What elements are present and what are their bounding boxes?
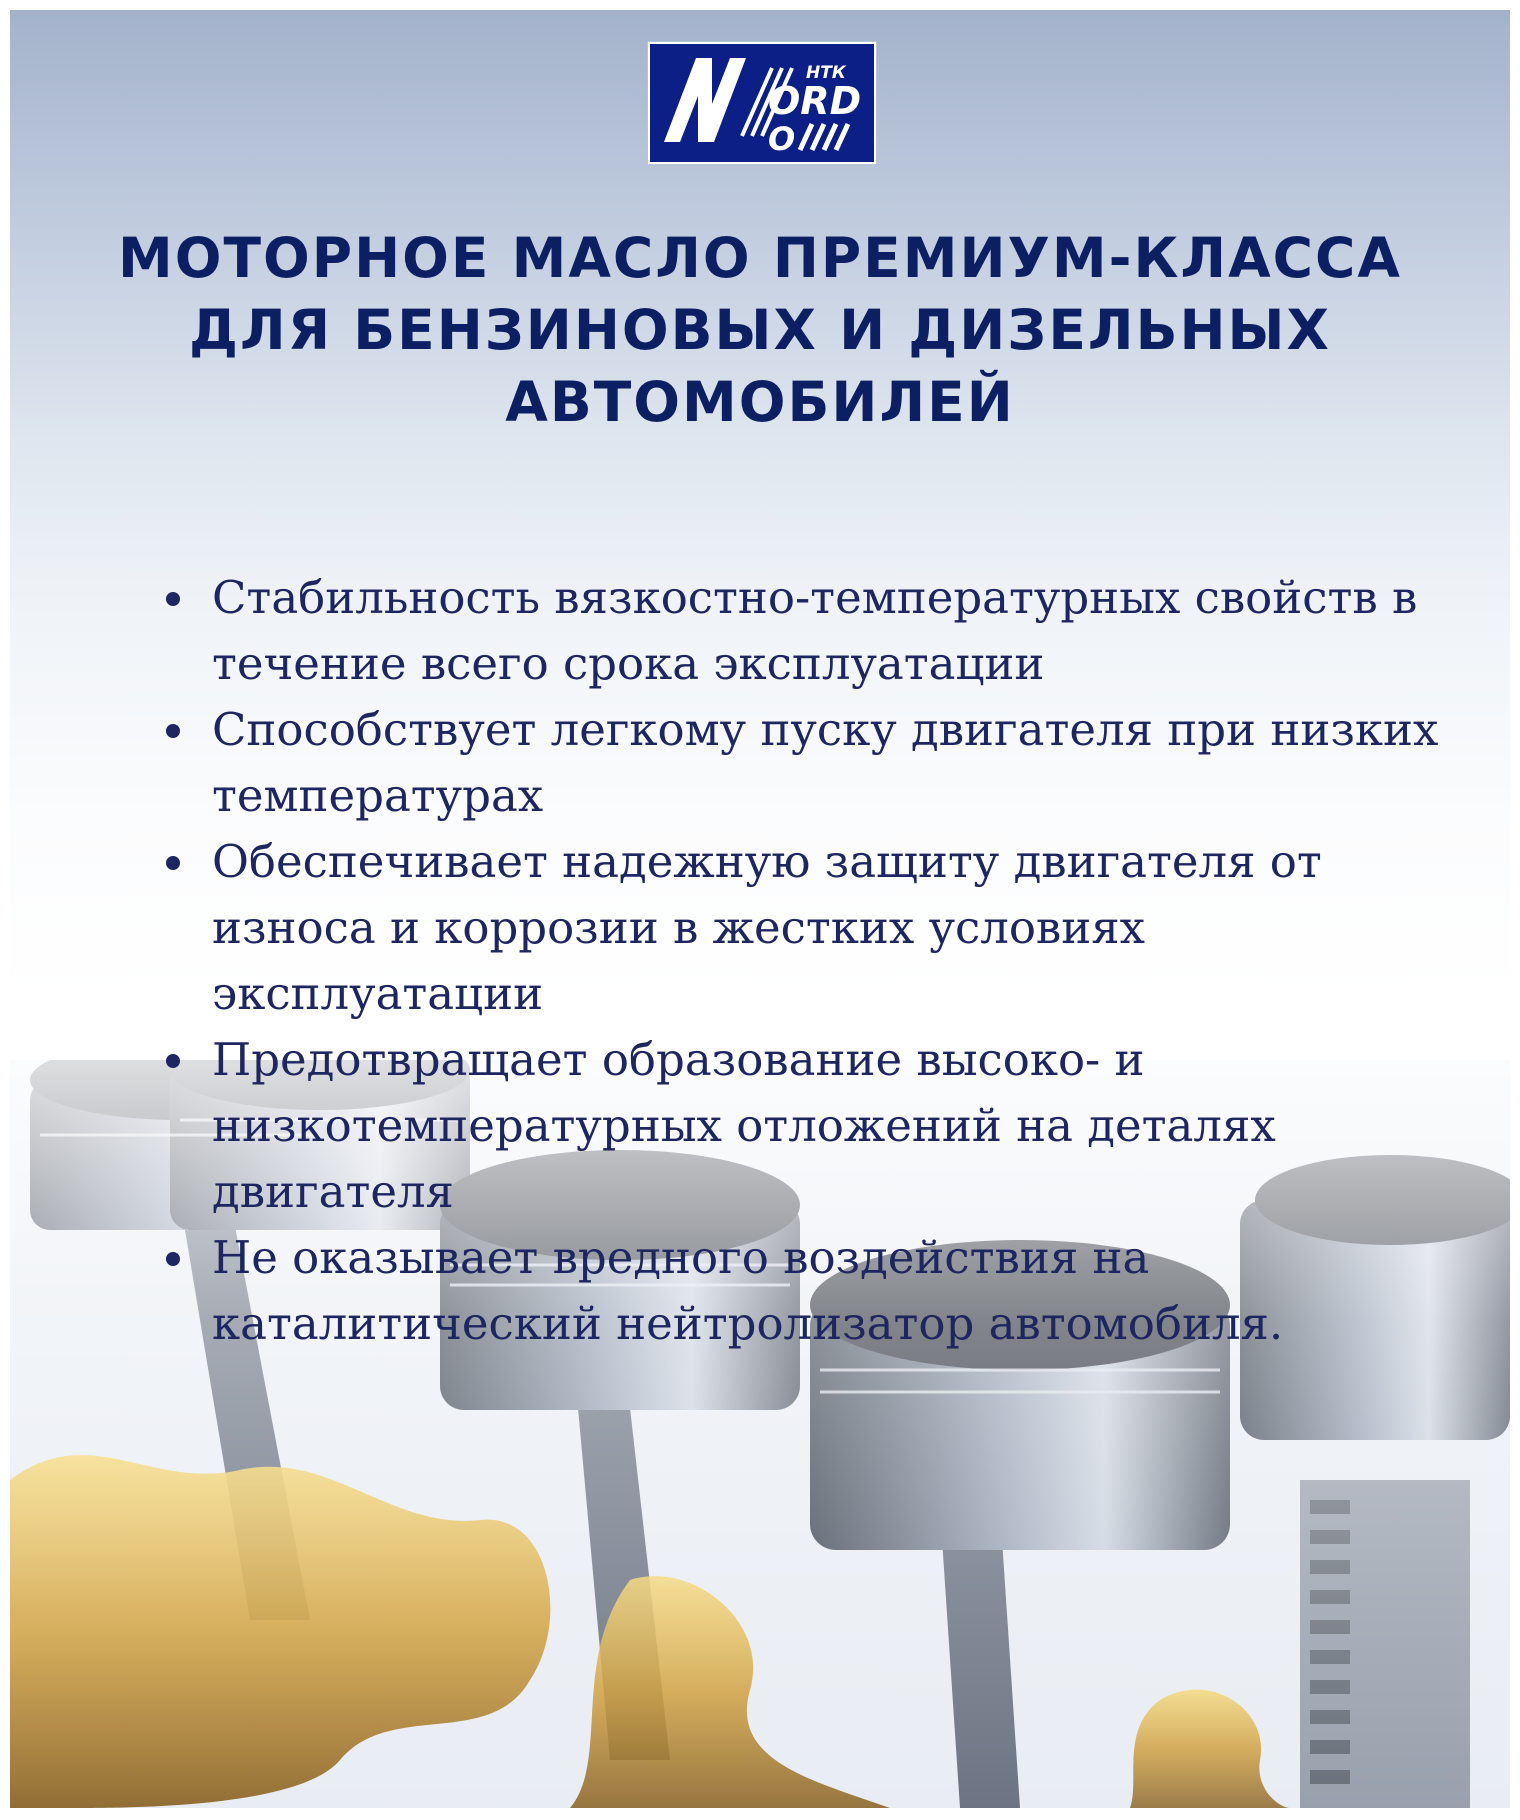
feature-item bbox=[160, 697, 1490, 829]
product-card bbox=[10, 10, 1510, 1808]
title-line-3: АВТОМОБИЛЕЙ bbox=[505, 369, 1015, 434]
title-line-1: МОТОРНОЕ МАСЛО ПРЕМИУМ-КЛАССА bbox=[118, 225, 1402, 290]
feature-item bbox=[160, 829, 1490, 1027]
feature-text: Предотвращает образование высоко- и низкотемпературных отложений на деталях двигателя bbox=[212, 1033, 1276, 1218]
features-list bbox=[160, 565, 1490, 1357]
feature-text: Не оказывает вредного воздействия на каталитический нейтролизатор автомобиля. bbox=[212, 1231, 1284, 1350]
bullet-icon bbox=[166, 856, 180, 870]
bullet-icon bbox=[166, 1252, 180, 1266]
feature-text: Способствует легкому пуску двигателя при низких температурах bbox=[212, 703, 1439, 822]
feature-item bbox=[160, 1225, 1490, 1357]
bullet-icon bbox=[166, 1054, 180, 1068]
svg-text:НТК: НТК bbox=[806, 63, 846, 83]
feature-text: Стабильность вязкостно-температурных свойств в течение всего срока эксплуатации bbox=[212, 571, 1418, 690]
bullet-icon bbox=[166, 592, 180, 606]
svg-text:O: O bbox=[768, 120, 796, 158]
feature-text: Обеспечивает надежную защиту двигателя от износа и коррозии в жестких условиях эксплуатации bbox=[212, 835, 1322, 1020]
feature-item bbox=[160, 565, 1490, 697]
title-line-2: ДЛЯ БЕНЗИНОВЫХ И ДИЗЕЛЬНЫХ bbox=[189, 297, 1331, 362]
feature-item bbox=[160, 1027, 1490, 1225]
nord-oil-logo bbox=[648, 42, 876, 164]
page-title bbox=[50, 222, 1470, 438]
bullet-icon bbox=[166, 724, 180, 738]
svg-text:ORD: ORD bbox=[768, 79, 862, 123]
